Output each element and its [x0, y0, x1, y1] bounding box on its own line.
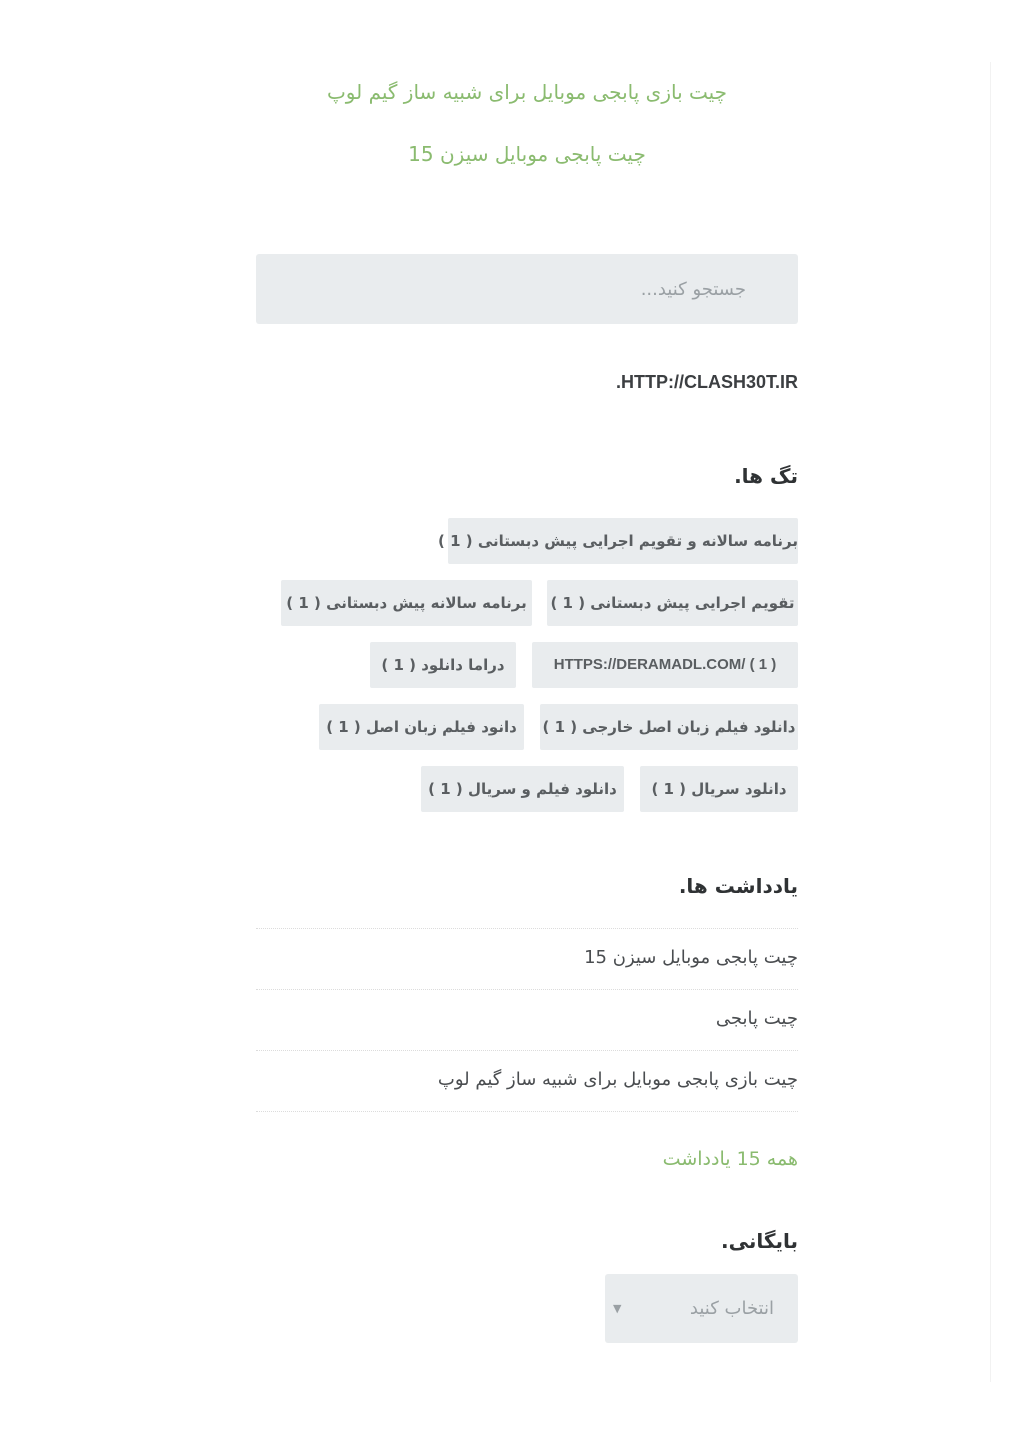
tag-chip[interactable]: تقویم اجرایی پیش دبستانی ( 1 )	[547, 580, 798, 626]
list-item[interactable]: چیت بازی پابجی موبایل برای شبیه ساز گیم لوپ	[256, 1050, 798, 1111]
tags-title: تگ ها.	[734, 464, 798, 488]
caret-down-icon: ▼	[613, 1302, 622, 1315]
archive-select-label: انتخاب کنید	[689, 1298, 774, 1319]
all-notes-link[interactable]: همه 15 یادداشت	[662, 1148, 798, 1170]
top-post-link-1[interactable]: چیت بازی پابجی موبایل برای شبیه ساز گیم لوپ	[326, 80, 728, 104]
tag-chip[interactable]: دانلود فیلم زبان اصل خارجی ( 1 )	[540, 704, 798, 750]
tag-chip[interactable]: دانلود فیلم و سریال ( 1 )	[421, 766, 624, 812]
tag-chip[interactable]: دانلود سریال ( 1 )	[640, 766, 798, 812]
archive-title: بایگانی.	[720, 1229, 798, 1253]
tag-chip[interactable]: برنامه سالانه و تقویم اجرایی پیش دبستانی ( 1 )	[448, 518, 798, 564]
list-item[interactable]: چیت پابجی موبایل سیزن 15	[256, 928, 798, 989]
sidebar-divider	[990, 62, 991, 1382]
list-item[interactable]: چیت پابجی	[256, 989, 798, 1050]
top-post-link-2[interactable]: چیت پابجی موبایل سیزن 15	[408, 142, 646, 166]
search-input[interactable]	[256, 254, 798, 324]
tag-chip[interactable]: برنامه سالانه پیش دبستانی ( 1 )	[281, 580, 532, 626]
site-url-link[interactable]: HTTP://CLASH30T.IR.	[615, 372, 798, 392]
tag-chip[interactable]: دراما دانلود ( 1 )	[370, 642, 516, 688]
notes-title: یادداشت ها.	[678, 874, 798, 898]
list-divider	[256, 1111, 798, 1112]
tag-chip[interactable]: HTTPS://DERAMADL.COM/ ( 1 )	[532, 642, 798, 688]
tag-chip[interactable]: دانود فیلم زبان اصل ( 1 )	[319, 704, 524, 750]
archive-select[interactable]	[605, 1274, 798, 1343]
